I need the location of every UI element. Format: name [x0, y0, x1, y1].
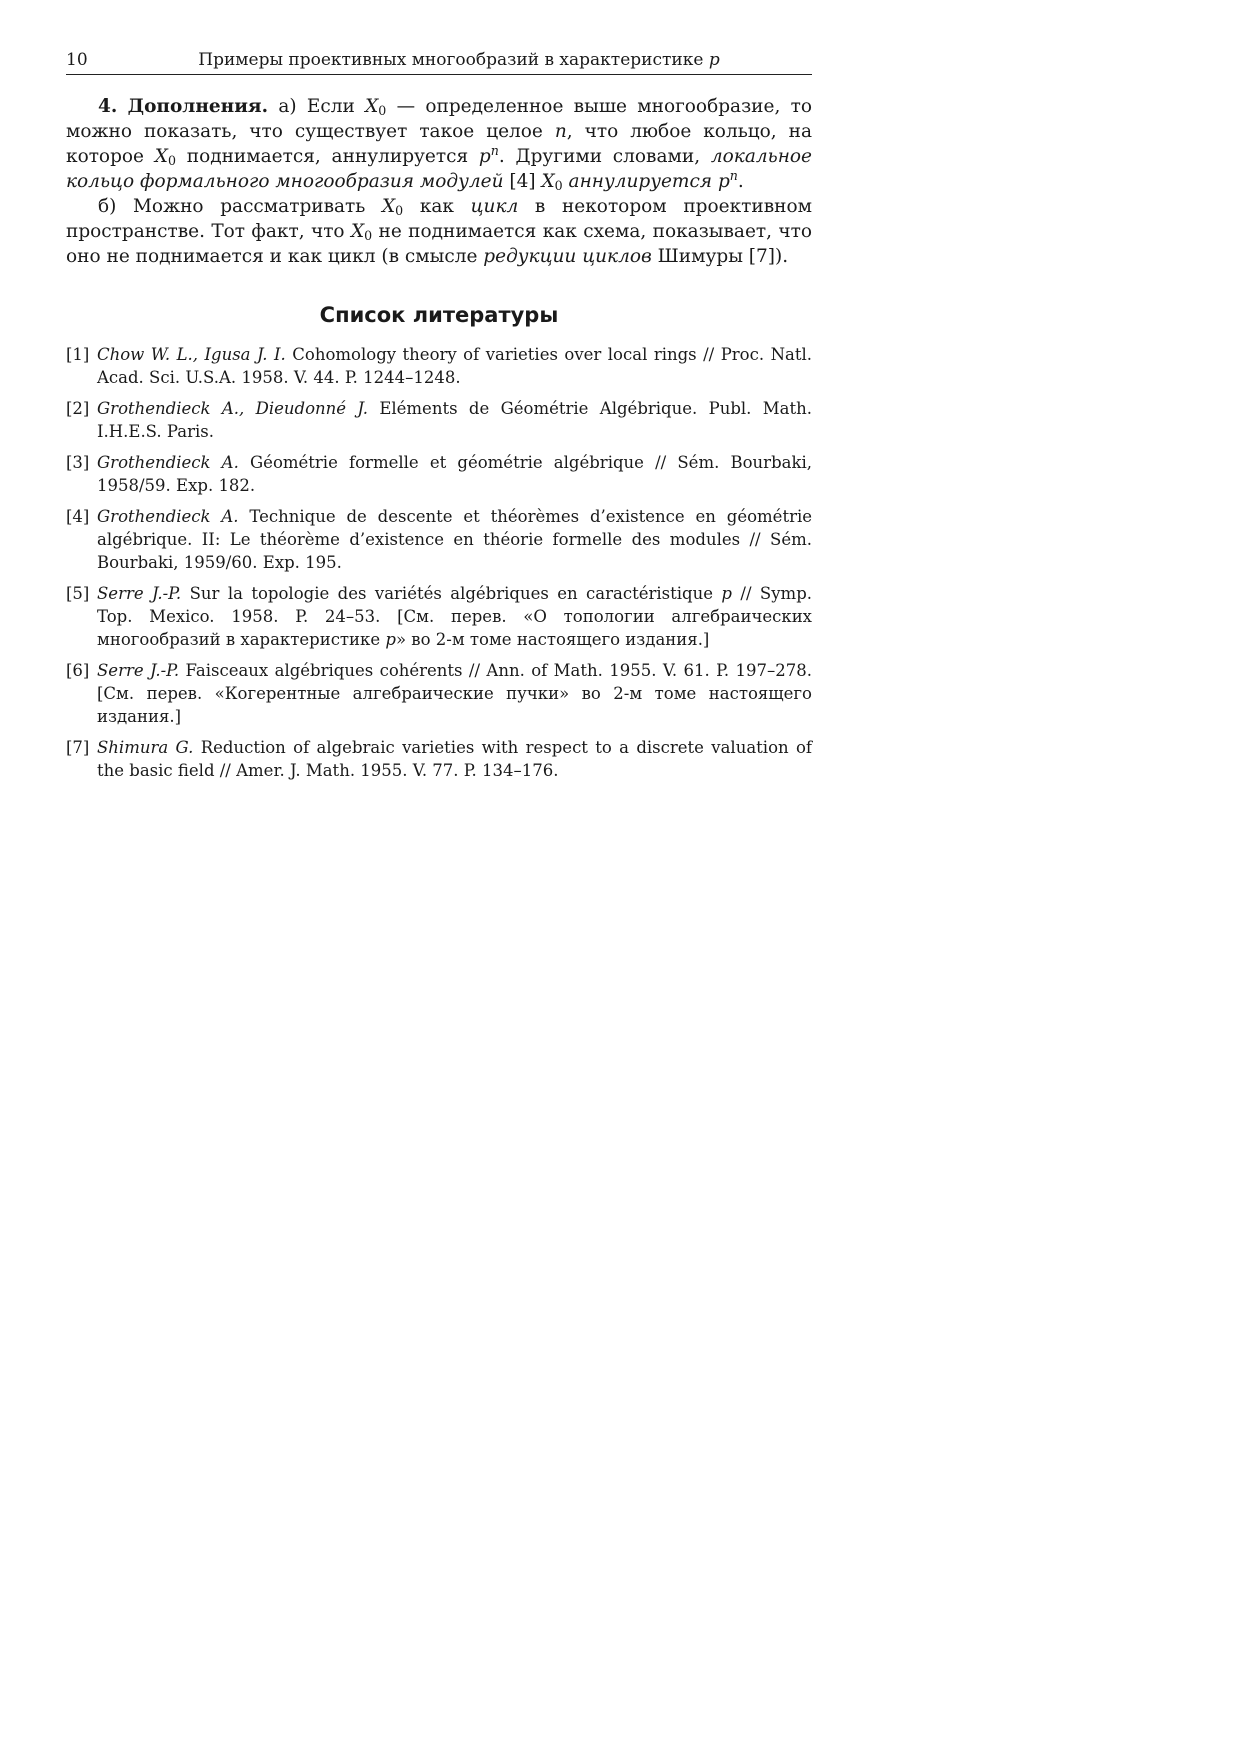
reference-7: [7] Shimura G. Reduction of algebraic varieties with respect to a discrete valuation of the basic field // Amer. J. Math. 1955. V. 77. P. 134–176.	[66, 738, 812, 780]
page	[66, 46, 812, 790]
reference-6: [6] Serre J.-P. Faisceaux algébriques cohérents // Ann. of Math. 1955. V. 61. P. 197–278. [См. перев. «Когерентные алгебраические пучки» во 2-м томе настоящего издания.]	[66, 661, 812, 726]
reference-5: [5] Serre J.-P. Sur la topologie des variétés algébriques en caractéristique p // Symp. Top. Mexico. 1958. P. 24–53. [См. перев. «О топологии алгебраических многообразий в характеристике p» во 2-м томе настоящего издания.]	[66, 584, 812, 649]
section-title: Дополнения.	[127, 96, 269, 117]
paragraph-a: 4. Дополнения. а) Если $X_0$ — определенное выше многообразие, то можно показать, что существует такое целое n, что любое кольцо, на которое $X_0$ поднимается, аннулируется $p^n$. Другими словами, локальное кольцо формального многообразия модулей [4] $X_0$ аннулируется $p^n$.	[66, 96, 813, 194]
paragraph-b: б) Можно рассматривать $X_0$ как цикл в некотором проективном пространстве. Тот факт, что $X_0$ не поднимается как схема, показывает, что оно не поднимается и как цикл (в смысле редукции циклов Шимуры [7]).	[66, 196, 812, 267]
reference-2: [2] Grothendieck A., Dieudonné J. Eléments de Géométrie Algébrique. Publ. Math. I.H.E.S. Paris.	[66, 399, 812, 441]
section-number: 4.	[98, 96, 118, 117]
reference-4: [4] Grothendieck A. Technique de descente et théorèmes d’existence en géométrie algébrique. II: Le théorème d’existence en théorie formelle des modules // Sém. Bourbaki, 1959/60. Exp. 195.	[66, 507, 812, 572]
reference-3: [3] Grothendieck A. Géométrie formelle et géométrie algébrique // Sém. Bourbaki, 1958/59. Exp. 182.	[66, 453, 812, 495]
reference-1: [1] Chow W. L., Igusa J. I. Cohomology theory of varieties over local rings // Proc. Natl. Acad. Sci. U.S.A. 1958. V. 44. P. 1244–1248.	[66, 345, 813, 387]
page-number: 10	[66, 50, 88, 70]
references-heading: Список литературы	[319, 303, 559, 327]
running-head	[66, 46, 812, 75]
reference-list	[66, 343, 812, 782]
running-title: Примеры проективных многообразий в характеристике p	[198, 50, 720, 70]
